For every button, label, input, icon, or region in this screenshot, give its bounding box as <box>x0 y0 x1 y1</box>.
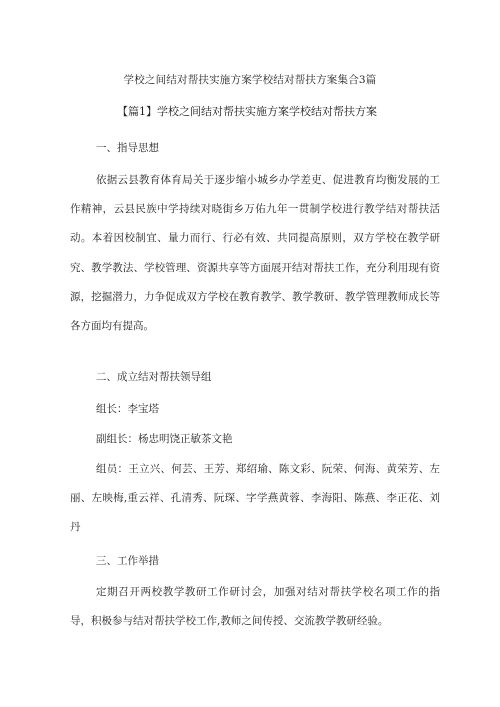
deputy-leader-line: 副组长：杨忠明饶正敏茶文艳 <box>96 433 233 445</box>
group-leader-line: 组长：李宝塔 <box>96 403 159 415</box>
group-members-paragraph: 组员：王立兴、何芸、王芳、郑绍瑜、陈文彩、阮荣、何海、黄荣芳、左丽、左映梅,重云祥、孔清秀、阮琛、字学燕黄蓉、李海阳、陈燕、李正花、刘丹 <box>70 463 440 534</box>
work-measures-paragraph: 定期召开两校教学教研工作研讨会，加强对结对帮扶学校名项工作的指导，积极参与结对帮扶学校工作,教师之间传授、交流教学教研经验。 <box>70 586 440 628</box>
guiding-ideology-paragraph: 依据云县教育体育局关于逐步缩小城乡办学差吏、促进教育均衡发展的工作精神，云县民族中学持续对晓街乡万佑九年一贯制学校进行教学结对帮扶活动。本着因校制宜、量力而行、行必有效、共同提高原则，双方学校在教学研究、教学教法、学校管理、资源共享等方面展开结对帮扶工作，充分利用现有资源，挖掘潜力，力争促成双方学校在教育教学、教学教研、教学管理教师成长等各方面均有提高。 <box>70 174 440 333</box>
document-subtitle: 【篇1】学校之间结对帮扶实施方案学校结对帮扶方案 <box>117 105 377 118</box>
section-heading-guiding-ideology: 一、指导思想 <box>96 142 159 154</box>
section-heading-work-measures: 三、工作举措 <box>96 555 159 567</box>
document-title: 学校之间结对帮扶实施方案学校结对帮扶方案集合3篇 <box>123 74 377 86</box>
section-heading-leadership-group: 二、成立结对帮扶领导组 <box>96 371 212 383</box>
